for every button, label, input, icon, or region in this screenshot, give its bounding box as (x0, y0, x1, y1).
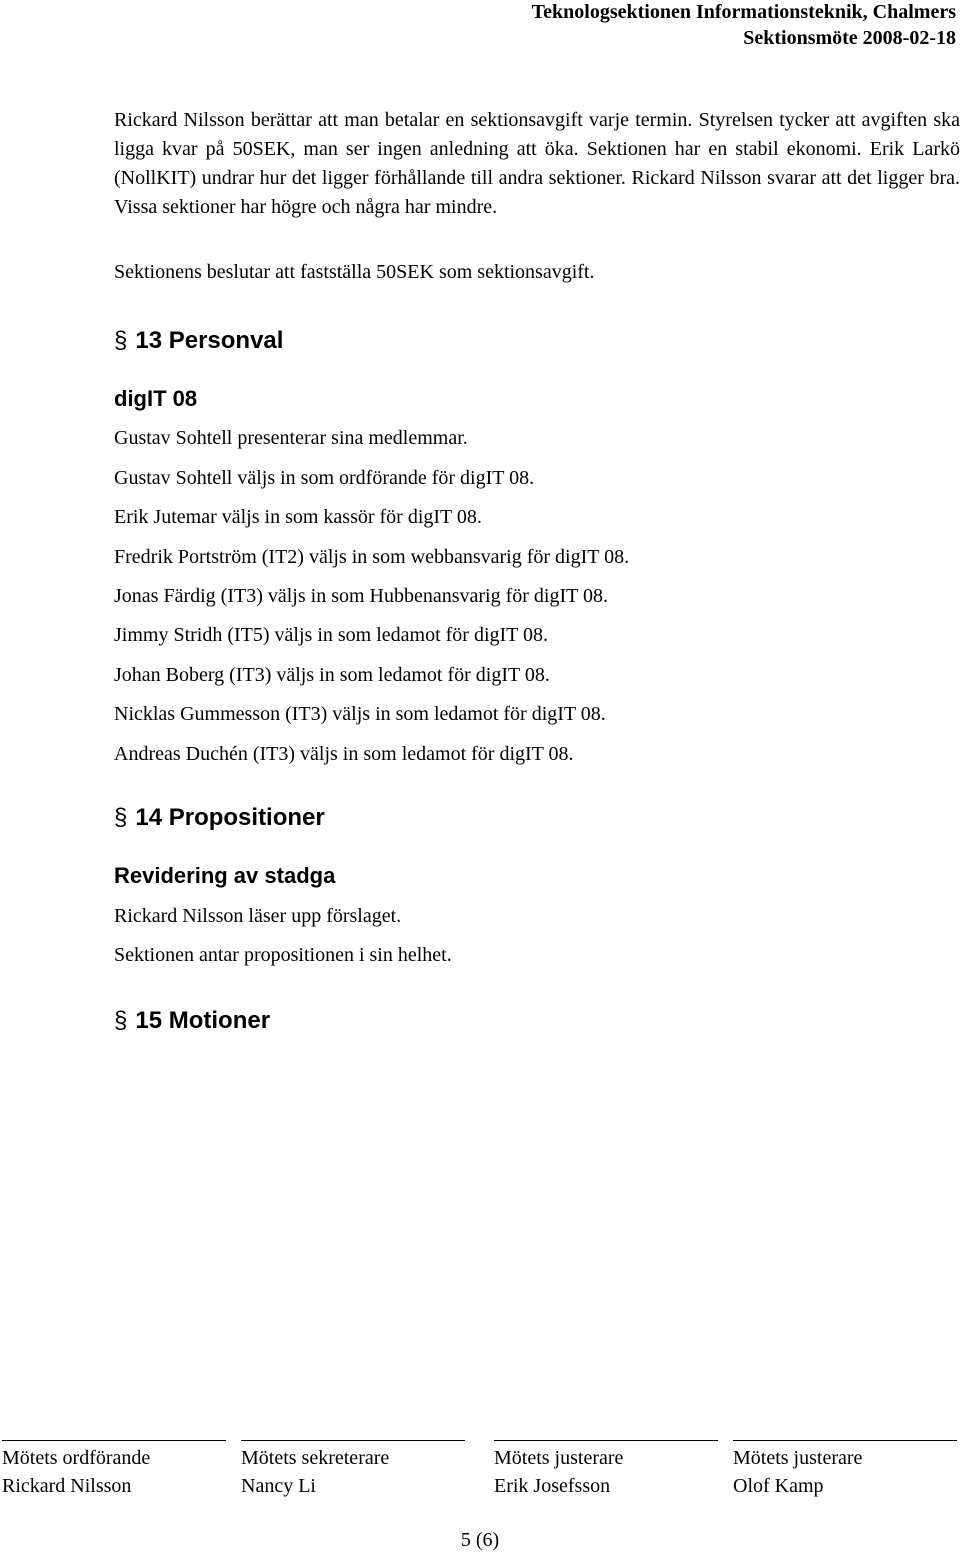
signature-block (494, 1440, 718, 1500)
signature-block (241, 1440, 465, 1500)
section-13-title: 13 Personval (135, 327, 284, 354)
intro-decision: Sektionens beslutar att fastställa 50SEK som sektionsavgift. (114, 261, 595, 283)
section-13-line: Gustav Sohtell presenterar sina medlemmar. (114, 427, 468, 449)
page-number: 5 (6) (460, 1529, 500, 1551)
section-symbol: § (114, 327, 128, 354)
intro-paragraph: Rickard Nilsson berättar att man betalar en sektionsavgift varje termin. Styrelsen tycker att avgiften ska ligga kvar på 50SEK, man ser ingen anledning att öka. Sektionen har en stabil ekonomi. Erik Larkö (NollKIT) undrar hur det ligger förhållande till andra sektioner. Rickard Nilsson svarar att det ligger bra. Vissa sektioner har högre och några har mindre. (114, 109, 960, 218)
signature-block (2, 1440, 226, 1500)
section-symbol: § (114, 804, 128, 831)
section-symbol: § (114, 1007, 128, 1034)
section-13-line: Fredrik Portström (IT2) väljs in som webbansvarig för digIT 08. (114, 546, 630, 568)
section-13-line: Jimmy Stridh (IT5) väljs in som ledamot för digIT 08. (114, 624, 549, 646)
signature-block (733, 1440, 957, 1500)
section-13-line: Erik Jutemar väljs in som kassör för digIT 08. (114, 506, 482, 528)
signature-line (241, 1440, 465, 1441)
section-13-line: Jonas Färdig (IT3) väljs in som Hubbenansvarig för digIT 08. (114, 585, 608, 607)
header-meeting-date: Sektionsmöte 2008-02-18 (743, 27, 956, 49)
section-14-heading (114, 803, 325, 833)
signature-name: Erik Josefsson (494, 1475, 611, 1497)
section-15-heading (114, 1006, 270, 1036)
header-organization: Teknologsektionen Informationsteknik, Chalmers (531, 1, 956, 23)
section-15-title: 15 Motioner (135, 1007, 271, 1034)
signature-role: Mötets justerare (733, 1447, 863, 1469)
section-13-line: Gustav Sohtell väljs in som ordförande för digIT 08. (114, 467, 535, 489)
signature-line (494, 1440, 718, 1441)
signature-role: Mötets sekreterare (241, 1447, 390, 1469)
signature-role: Mötets ordförande (2, 1447, 151, 1469)
section-14-line: Sektionen antar propositionen i sin helhet. (114, 944, 452, 966)
section-13-line: Andreas Duchén (IT3) väljs in som ledamot för digIT 08. (114, 743, 574, 765)
section-13-line: Johan Boberg (IT3) väljs in som ledamot för digIT 08. (114, 664, 550, 686)
section-13-heading (114, 326, 283, 356)
section-14-line: Rickard Nilsson läser upp förslaget. (114, 905, 402, 927)
signature-role: Mötets justerare (494, 1447, 624, 1469)
section-14-subheading: Revidering av stadga (114, 863, 336, 888)
signature-name: Nancy Li (241, 1475, 316, 1497)
signature-name: Olof Kamp (733, 1475, 824, 1497)
section-13-subheading: digIT 08 (114, 386, 198, 411)
signature-name: Rickard Nilsson (2, 1475, 132, 1497)
signature-line (733, 1440, 957, 1441)
section-13-line: Nicklas Gummesson (IT3) väljs in som ledamot för digIT 08. (114, 703, 606, 725)
signature-line (2, 1440, 226, 1441)
section-14-title: 14 Propositioner (135, 804, 325, 831)
